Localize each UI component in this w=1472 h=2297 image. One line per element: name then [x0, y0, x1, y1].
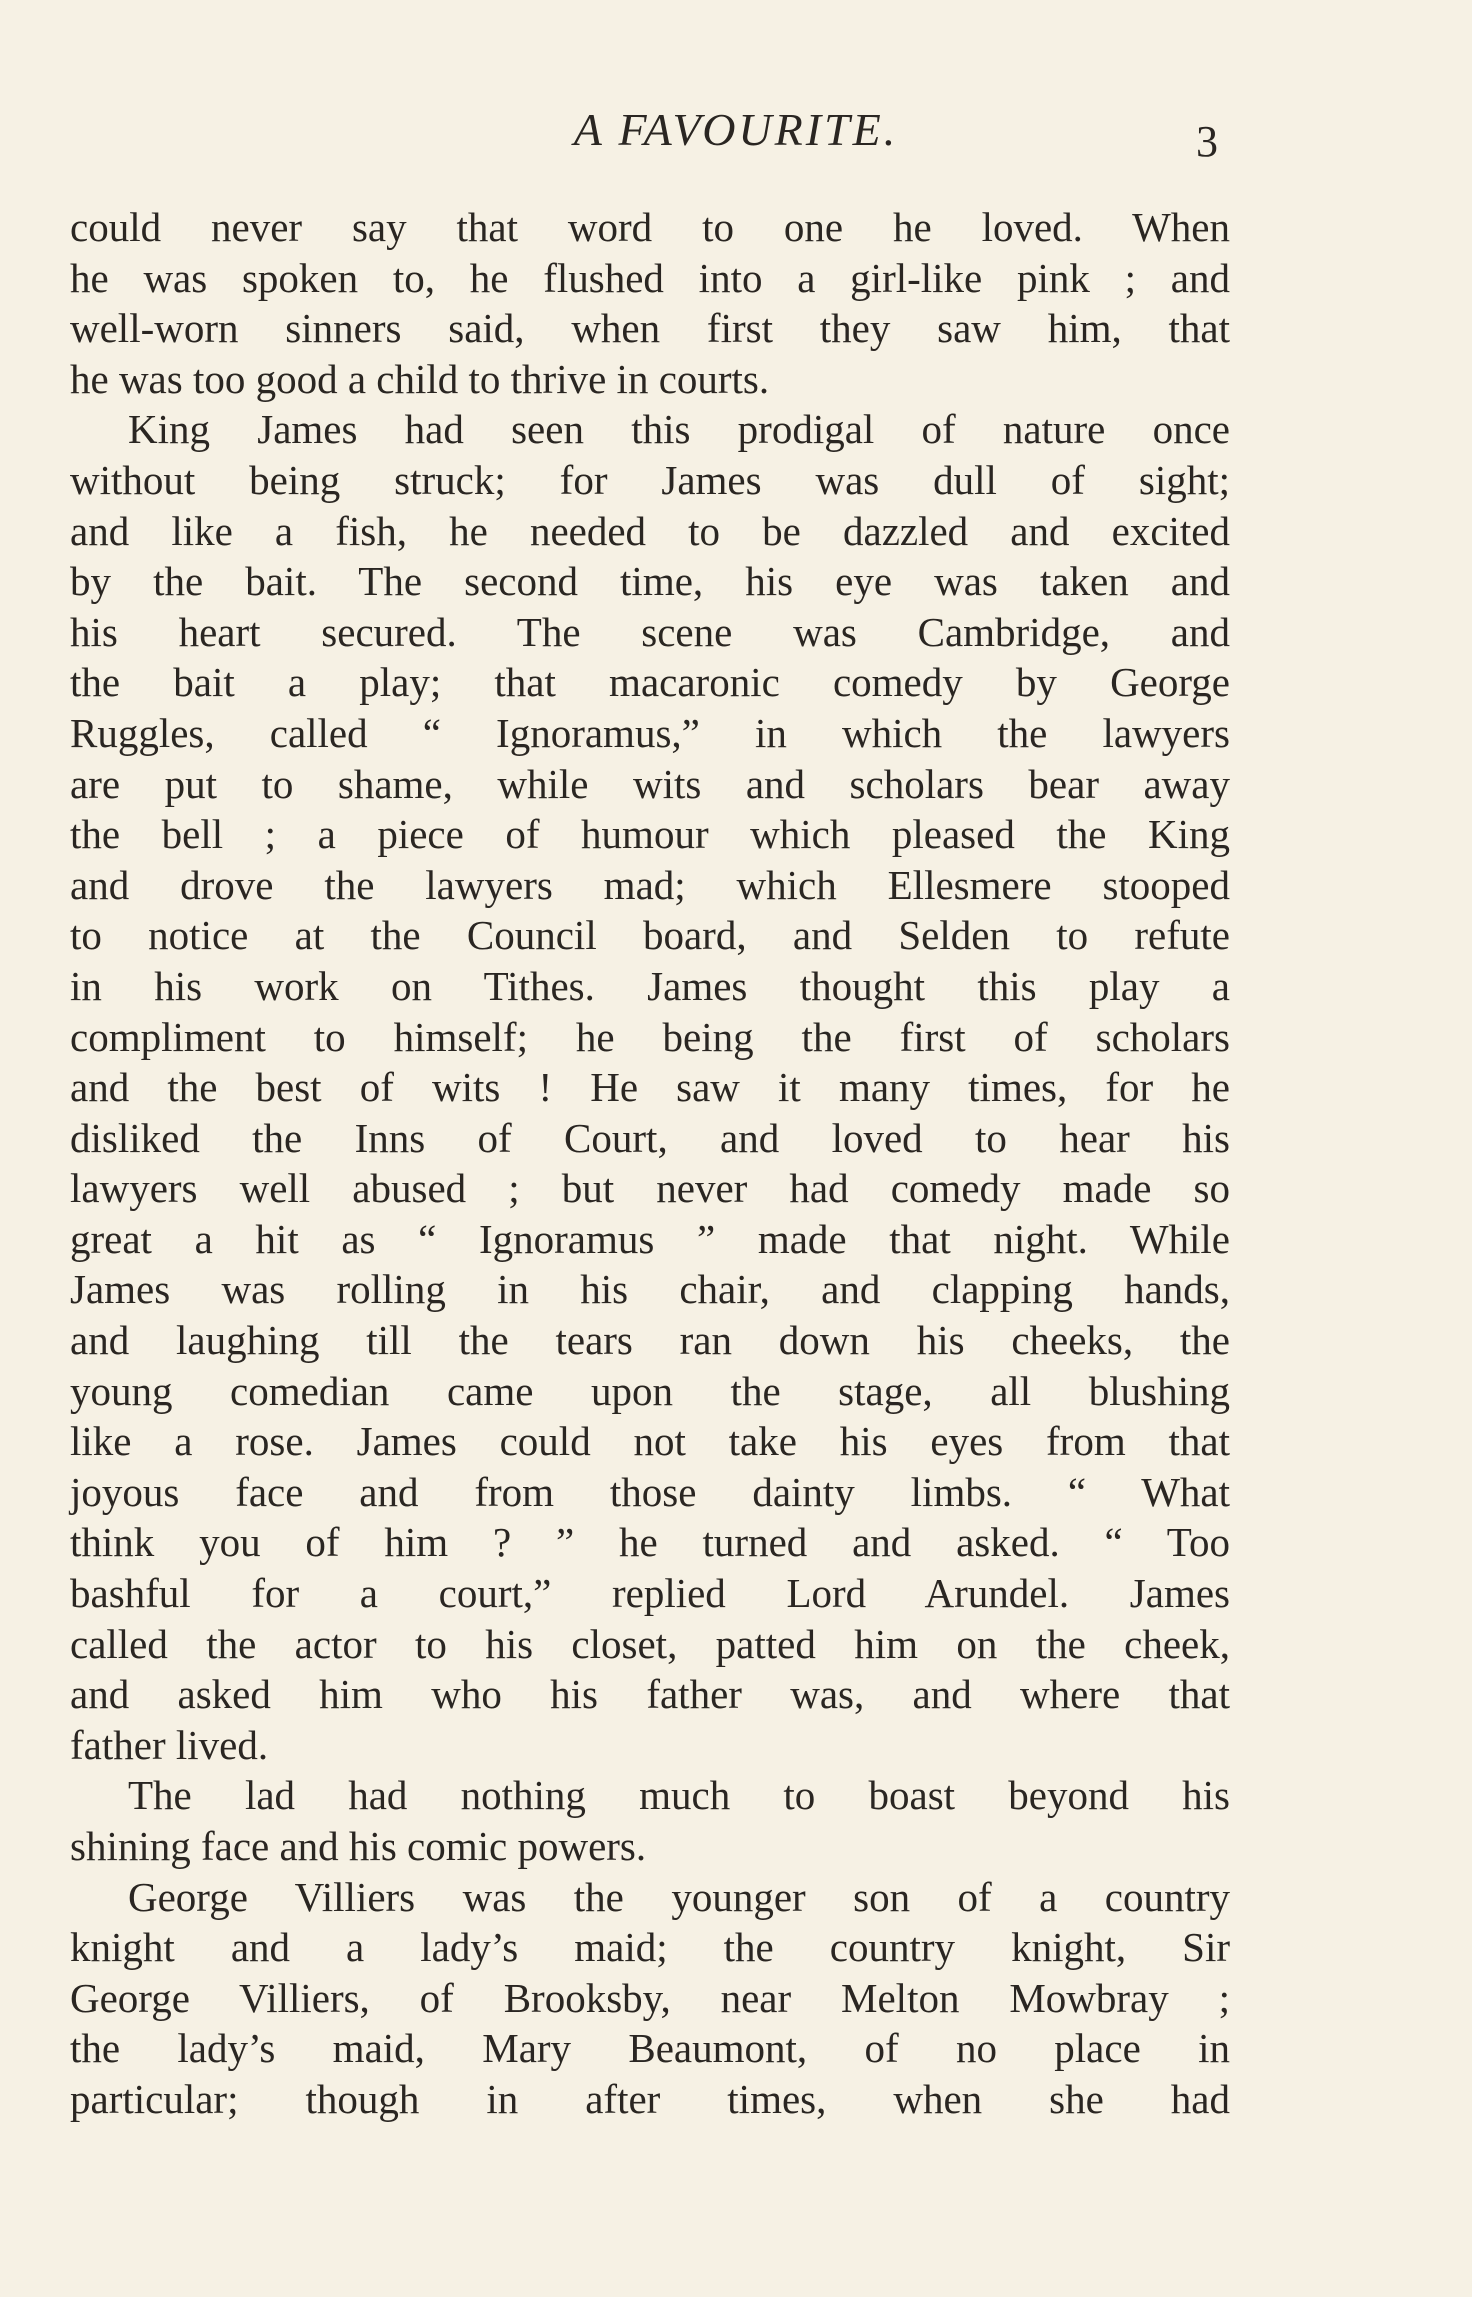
text-line: he was spoken to, he flushed into a girl-like pink ; and	[70, 254, 1230, 301]
text-line: George Villiers was the younger son of a country	[128, 1873, 1230, 1920]
text-line: his heart secured. The scene was Cambridge, and	[70, 608, 1230, 655]
text-line: think you of him ? ” he turned and asked. “ Too	[70, 1519, 1230, 1566]
text-line: and the best of wits ! He saw it many times, for he	[70, 1064, 1230, 1111]
running-head: A FAVOURITE.	[573, 104, 899, 155]
text-line: joyous face and from those dainty limbs. “ What	[70, 1468, 1230, 1515]
text-line: well-worn sinners said, when first they saw him, that	[70, 305, 1230, 352]
text-line: and laughing till the tears ran down his cheeks, the	[70, 1317, 1230, 1364]
text-line: called the actor to his closet, patted him on the cheek,	[70, 1620, 1230, 1667]
text-line: like a rose. James could not take his eyes from that	[70, 1418, 1230, 1465]
text-line: great a hit as “ Ignoramus ” made that night. While	[70, 1215, 1230, 1262]
text-line: could never say that word to one he loved. When	[70, 204, 1230, 250]
text-line: lawyers well abused ; but never had comedy made so	[70, 1165, 1230, 1212]
text-line: father lived.	[70, 1721, 269, 1768]
text-line: he was too good a child to thrive in courts.	[70, 355, 770, 402]
text-line: shining face and his comic powers.	[70, 1823, 647, 1869]
text-line: and like a fish, he needed to be dazzled and excited	[70, 507, 1230, 554]
text-line: The lad had nothing much to boast beyond his	[128, 1772, 1230, 1819]
text-line: Ruggles, called “ Ignoramus,” in which the lawyers	[70, 709, 1230, 756]
text-line: the bait a play; that macaronic comedy by George	[70, 659, 1230, 706]
text-line: young comedian came upon the stage, all blushing	[70, 1367, 1230, 1414]
text-line: to notice at the Council board, and Selden to refute	[70, 912, 1230, 959]
text-line: disliked the Inns of Court, and loved to hear his	[70, 1114, 1230, 1161]
text-line: in his work on Tithes. James thought this play a	[70, 962, 1230, 1009]
text-line: King James had seen this prodigal of nature once	[128, 406, 1230, 453]
text-line: George Villiers, of Brooksby, near Melton Mowbray ;	[70, 1974, 1230, 2021]
text-line: the bell ; a piece of humour which pleased the King	[70, 811, 1230, 858]
text-line: the lady’s maid, Mary Beaumont, of no place in	[70, 2025, 1230, 2072]
text-line: are put to shame, while wits and scholars bear away	[70, 760, 1230, 807]
text-line: knight and a lady’s maid; the country knight, Sir	[70, 1924, 1230, 1971]
text-line: and drove the lawyers mad; which Ellesmere stooped	[70, 861, 1230, 908]
text-line: bashful for a court,” replied Lord Arundel. James	[70, 1570, 1230, 1617]
text-line: by the bait. The second time, his eye was taken and	[70, 558, 1230, 605]
text-line: without being struck; for James was dull of sight;	[70, 456, 1230, 503]
body-text	[70, 202, 1230, 2125]
text-line: James was rolling in his chair, and clapping hands,	[70, 1266, 1230, 1313]
text-line: and asked him who his father was, and where that	[70, 1671, 1230, 1718]
text-line: compliment to himself; he being the first of scholars	[70, 1013, 1230, 1060]
text-line: particular; though in after times, when she had	[70, 2075, 1230, 2122]
page-number: 3	[1196, 117, 1218, 166]
